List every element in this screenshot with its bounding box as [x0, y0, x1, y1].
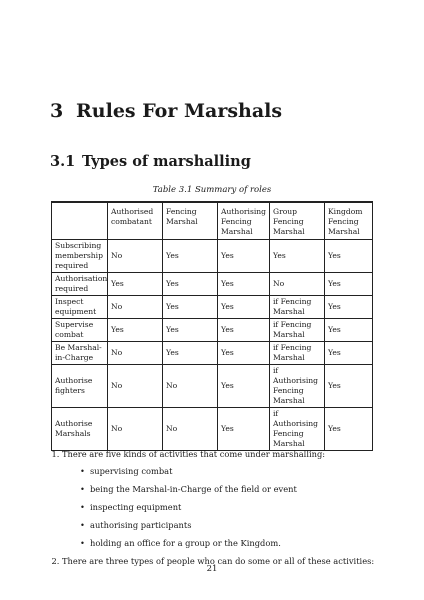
table-cell: Yes — [163, 240, 218, 273]
table-cell: if Authorising Fencing Marshal — [270, 408, 325, 451]
table-cell: if Fencing Marshal — [270, 296, 325, 319]
table-row-label: Be Marshal-in-Charge — [52, 342, 108, 365]
table-header-cell: Fencing Marshal — [163, 202, 218, 240]
table-cell: No — [108, 342, 163, 365]
table-cell: Yes — [163, 319, 218, 342]
table-header-cell — [52, 202, 108, 240]
table-cell: Yes — [270, 240, 325, 273]
list-item — [62, 448, 402, 549]
section-title: Types of marshalling — [82, 153, 251, 170]
table-header-cell: Group Fencing Marshal — [270, 202, 325, 240]
table-cell: Yes — [325, 408, 373, 451]
section-number: 3.1 — [50, 153, 76, 170]
table-caption: Table 3.1 Summary of roles — [152, 185, 272, 195]
roles-summary-table — [51, 201, 373, 451]
bullet-text: being the Marshal-in-Charge of the field or event — [90, 484, 297, 494]
page-number: 21 — [206, 564, 218, 574]
table-cell: if Authorising Fencing Marshal — [270, 365, 325, 408]
table-header-cell: Kingdom Fencing Marshal — [325, 202, 373, 240]
table-row — [52, 342, 373, 365]
table-row — [52, 408, 373, 451]
list-item-text: There are three types of people who can do some or all of these activities: — [62, 556, 375, 566]
table-cell: Yes — [163, 273, 218, 296]
table-cell: No — [108, 408, 163, 451]
table-row — [52, 365, 373, 408]
table-header-cell: Authorised combatant — [108, 202, 163, 240]
table-cell: Yes — [218, 273, 270, 296]
table-cell: No — [108, 365, 163, 408]
section-heading — [50, 153, 251, 170]
bullet-icon: • — [80, 502, 85, 512]
bullet-text: holding an office for a group or the Kingdom. — [90, 538, 281, 548]
table-cell: No — [163, 365, 218, 408]
table-row-label: Authorise fighters — [52, 365, 108, 408]
bullet-item — [80, 465, 402, 477]
table-cell: if Fencing Marshal — [270, 319, 325, 342]
bullet-icon: • — [80, 520, 85, 530]
table-cell: Yes — [218, 342, 270, 365]
table-row-label: Supervise combat — [52, 319, 108, 342]
bullet-icon: • — [80, 466, 85, 476]
table-cell: Yes — [325, 319, 373, 342]
table-row-label: Authorisation required — [52, 273, 108, 296]
bullet-icon: • — [80, 484, 85, 494]
table-cell: No — [270, 273, 325, 296]
bullet-item — [80, 501, 402, 513]
table-row-label: Subscribing membership required — [52, 240, 108, 273]
table-cell: Yes — [325, 240, 373, 273]
table-cell: Yes — [325, 296, 373, 319]
table-row — [52, 273, 373, 296]
table-cell: No — [163, 408, 218, 451]
table-row — [52, 319, 373, 342]
table-row-label: Inspect equipment — [52, 296, 108, 319]
table-header-cell: Authorising Fencing Marshal — [218, 202, 270, 240]
table-cell: Yes — [325, 342, 373, 365]
chapter-number: 3 — [50, 100, 64, 122]
activities-bullet-list — [62, 465, 402, 549]
bullet-item — [80, 483, 402, 495]
table-cell: Yes — [108, 319, 163, 342]
list-item-text: There are five kinds of activities that come under marshalling: — [62, 449, 326, 459]
table-row — [52, 240, 373, 273]
table-cell: No — [108, 240, 163, 273]
table-cell: Yes — [163, 296, 218, 319]
table-cell: Yes — [218, 296, 270, 319]
bullet-text: inspecting equipment — [90, 502, 182, 512]
table-cell: Yes — [325, 273, 373, 296]
table-cell: Yes — [163, 342, 218, 365]
bullet-item — [80, 519, 402, 531]
bullet-icon: • — [80, 538, 85, 548]
table-cell: Yes — [218, 240, 270, 273]
table-row-label: Authorise Marshals — [52, 408, 108, 451]
table-header-row — [52, 202, 373, 240]
chapter-title: Rules For Marshals — [76, 100, 283, 122]
bullet-item — [80, 537, 402, 549]
table-cell: Yes — [325, 365, 373, 408]
table-cell: Yes — [218, 365, 270, 408]
bullet-text: authorising participants — [90, 520, 192, 530]
table-cell: Yes — [218, 408, 270, 451]
chapter-heading — [50, 100, 282, 122]
table-cell: if Fencing Marshal — [270, 342, 325, 365]
table-cell: No — [108, 296, 163, 319]
activities-list — [40, 448, 402, 571]
table-row — [52, 296, 373, 319]
table-cell: Yes — [108, 273, 163, 296]
table-cell: Yes — [218, 319, 270, 342]
bullet-text: supervising combat — [90, 466, 173, 476]
